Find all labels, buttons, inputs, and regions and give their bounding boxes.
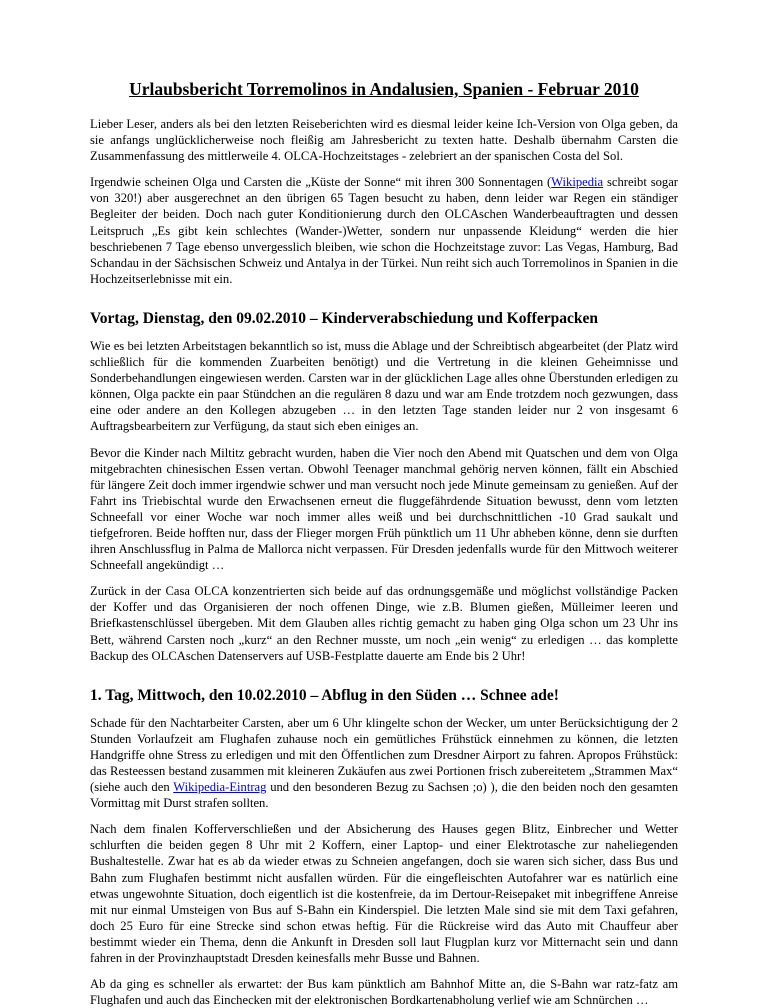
document-title: Urlaubsbericht Torremolinos in Andalusien, Spanien - Februar 2010 bbox=[129, 79, 639, 99]
vortag-paragraph-1: Wie es bei letzten Arbeitstagen bekanntlich so ist, muss die Ablage und der Schreibtisch abgearbeitet (der Platz wird schließlich für die kommenden Zuarbeiten benötigt) und die Vertretung in die kleinen Geheimnisse und Sonderbehandlungen eingewiesen werden. Carsten war in der glücklichen Lage alles ohne Überstunden erledigen zu können, Olga packte ein paar Stündchen an die regulären 8 dazu und war am Ende trotzdem noch gezwungen, dass eine oder andere an den Kollegen abzugeben … in den letzten Tage standen leider nur 2 von insgesamt 6 Auftragsbearbeitern zur Verfügung, da staut sich eben einiges an. bbox=[90, 338, 678, 434]
tag1-paragraph-2: Nach dem finalen Kofferverschließen und der Absicherung des Hauses gegen Blitz, Einbrecher und Wetter schlurften die beiden gegen 8 Uhr mit 2 Koffern, einer Laptop- und einer Elektrotasche zur naheliegenden Bushaltestelle. Zwar hat es ab da wieder etwas zu Schneien angefangen, doch sie waren sich sicher, dass Bus und Bahn zum Flughafen bestimmt nicht ausfallen würden. Für die eingefleischten Autofahrer war es natürlich eine etwas ungewohnte Situation, doch eigentlich ist die kostenfreie, da im Dertour-Reisepaket mit inbegriffene Anreise mit nur einmal Umsteigen von Bus auf S-Bahn ein Kinderspiel. Die letzten Male sind sie mit dem Taxi gefahren, doch 25 Euro für eine Strecke sind schon etwas heftig. Für die Rückreise wird das Auto mit Chauffeur aber bestimmt wieder ein Thema, denn die Ankunft in Dresden soll laut Flugplan kurz vor Mitternacht sein und dann fahren in der Provinzhauptstadt Dresden keinesfalls mehr Busse und Bahnen. bbox=[90, 822, 678, 966]
section-heading-vortag: Vortag, Dienstag, den 09.02.2010 – Kinderverabschiedung und Kofferpacken bbox=[90, 309, 598, 327]
tag1-p1-text-after: und den besonderen Bezug zu Sachsen ;o) ), die den beiden noch den gesamten Vormittag mit Durst strafen sollten. bbox=[90, 780, 678, 811]
vortag-paragraph-3: Zurück in der Casa OLCA konzentrierten sich beide auf das ordnungsgemäße und möglichst vollständige Packen der Koffer und das Organisieren der noch offenen Dinge, wie z.B. Blumen gießen, Mülleimer leeren und Briefkastenschlüssel übergeben. Mit dem Glauben alles richtig gemacht zu haben ging Olga schon um 23 Uhr ins Bett, während Carsten noch „kurz“ an den Rechner musste, um noch „ein wenig“ zu erledigen … das komplette Backup des OLCAschen Datenservers auf USB-Festplatte dauerte am Ende bis 2 Uhr! bbox=[90, 584, 678, 663]
tag1-paragraph-1 bbox=[90, 715, 678, 812]
intro-paragraph-2 bbox=[90, 174, 678, 287]
intro-p2-text-after: schreibt sogar von 320!) aber ausgerechnet an den übrigen 65 Tagen besucht zu haben, denn leider war Regen ein ständiger Begleiter der beiden. Doch nach guter Konditionierung durch den OLCAschen Wanderbeauftragten und dessen Leitspruch „Es gibt kein schlechtes (Wander-)Wetter, sondern nur unpassende Kleidung“ werden die hier beschriebenen 7 Tage ebenso unvergesslich bleiben, wie schon die Hochzeitstage zuvor: Las Vegas, Hamburg, Bad Schandau in der Sächsischen Schweiz und Antalya in der Türkei. Nun reiht sich auch Torremolinos in Spanien in die Hochzeitserlebnisse mit ein. bbox=[90, 175, 678, 286]
intro-paragraph-1: Lieber Leser, anders als bei den letzten Reiseberichten wird es diesmal leider keine Ich-Version von Olga geben, da sie anfangs unglücklicherweise noch fleißig am Jahresbericht zu texten hatte. Deshalb übernahm Carsten die Zusammenfassung des mittlerweile 4. OLCA-Hochzeitstages - zelebriert an der spanischen Costa del Sol. bbox=[90, 117, 678, 164]
vortag-paragraph-2: Bevor die Kinder nach Miltitz gebracht wurden, haben die Vier noch den Abend mit Quatschen und dem von Olga mitgebrachten chinesischen Essen vertan. Obwohl Teenager manchmal gehörig nerven können, fällt ein Abschied für längere Zeit doch immer irgendwie schwer und man versucht noch jede Minute gemeinsam zu genießen. Auf der Fahrt ins Triebischtal wurde den Erwachsenen erneut die fluggefährdende Situation bewusst, denn vom letzten Schneefall vor einer Woche war noch immer alles weiß und bei durchschnittlichen -10 Grad saukalt und tiefgefroren. Beide hofften nur, dass der Flieger morgen Früh pünktlich um 11 Uhr abheben könne, denn sie durften ihren Anschlussflug in Palma de Mallorca nicht verpassen. Für Dresden jedenfalls wurde für den Mittwoch weiterer Schneefall angekündigt … bbox=[90, 445, 678, 573]
section-heading-tag-1: 1. Tag, Mittwoch, den 10.02.2010 – Abflug in den Süden … Schnee ade! bbox=[90, 686, 559, 704]
tag1-p1-text-before: Schade für den Nachtarbeiter Carsten, aber um 6 Uhr klingelte schon der Wecker, um unter Berücksichtigung der 2 Stunden Vorlaufzeit am Flughafen zuhause noch ein gemütliches Frühstück einnehmen zu können, die letzten Handgriffe ohne Stress zu erledigen und mit den Öffentlichen zum Dresdner Airport zu fahren. Apropos Frühstück: das Resteessen bestand zusammen mit kleineren Zukäufen aus zwei Portionen frisch zubereitetem „Strammen Max“ (siehe auch den bbox=[90, 715, 678, 795]
wikipedia-link[interactable]: Wikipedia bbox=[551, 175, 604, 190]
tag1-paragraph-3: Ab da ging es schneller als erwartet: der Bus kam pünktlich am Bahnhof Mitte an, die S-Bahn war ratz-fatz am Flughafen und auch das Einchecken mit der elektronischen Bordkartenabholung verlief wie am Schnürchen … bbox=[90, 977, 678, 1008]
intro-p2-text-before: Irgendwie scheinen Olga und Carsten die „Küste der Sonne“ mit ihren 300 Sonnentagen ( bbox=[90, 175, 552, 190]
wikipedia-eintrag-link[interactable]: Wikipedia-Eintrag bbox=[173, 780, 267, 795]
